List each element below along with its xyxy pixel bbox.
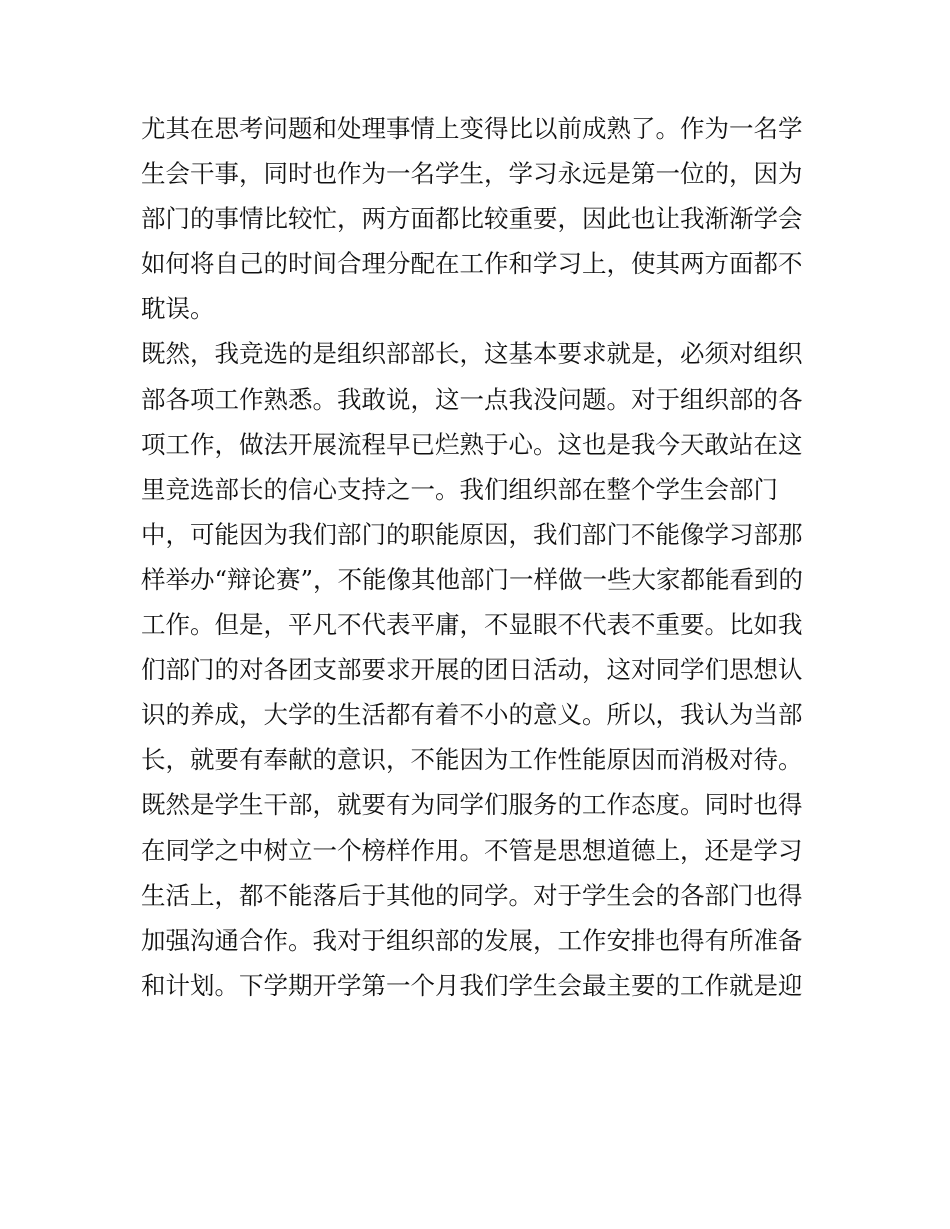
- text-line: 既然，我竞选的是组织部部长，这基本要求就是，必须对组织: [141, 339, 803, 369]
- text-line: 和计划。下学期开学第一个月我们学生会最主要的工作就是迎: [141, 970, 803, 1000]
- text-line: 耽误。: [141, 294, 215, 324]
- text-line: 在同学之中树立一个榜样作用。不管是思想道德上，还是学习: [141, 835, 803, 865]
- text-line: 部各项工作熟悉。我敢说，这一点我没问题。对于组织部的各: [141, 384, 803, 414]
- text-line: 部门的事情比较忙，两方面都比较重要，因此也让我渐渐学会: [141, 204, 803, 234]
- text-line: 长，就要有奉献的意识，不能因为工作性能原因而消极对待。: [141, 745, 803, 775]
- text-line: 中，可能因为我们部门的职能原因，我们部门不能像学习部那: [141, 519, 803, 549]
- text-line: 识的养成，大学的生活都有着不小的意义。所以，我认为当部: [141, 700, 803, 730]
- text-line: 加强沟通合作。我对于组织部的发展，工作安排也得有所准备: [141, 925, 803, 955]
- text-line: 们部门的对各团支部要求开展的团日活动，这对同学们思想认: [141, 655, 803, 685]
- text-line: 样举办“辩论赛”，不能像其他部门一样做一些大家都能看到的: [141, 564, 804, 594]
- text-line: 里竞选部长的信心支持之一。我们组织部在整个学生会部门: [141, 474, 778, 504]
- text-line: 生会干事，同时也作为一名学生，学习永远是第一位的，因为: [141, 159, 803, 189]
- text-line: 如何将自己的时间合理分配在工作和学习上，使其两方面都不: [141, 249, 803, 279]
- text-line: 既然是学生干部，就要有为同学们服务的工作态度。同时也得: [141, 790, 803, 820]
- text-line: 工作。但是，平凡不代表平庸，不显眼不代表不重要。比如我: [141, 610, 803, 640]
- body-text: [141, 106, 821, 1008]
- text-line: 项工作，做法开展流程早已烂熟于心。这也是我今天敢站在这: [141, 429, 803, 459]
- text-line: 尤其在思考问题和处理事情上变得比以前成熟了。作为一名学: [141, 114, 803, 143]
- text-line: 生活上，都不能落后于其他的同学。对于学生会的各部门也得: [141, 880, 803, 910]
